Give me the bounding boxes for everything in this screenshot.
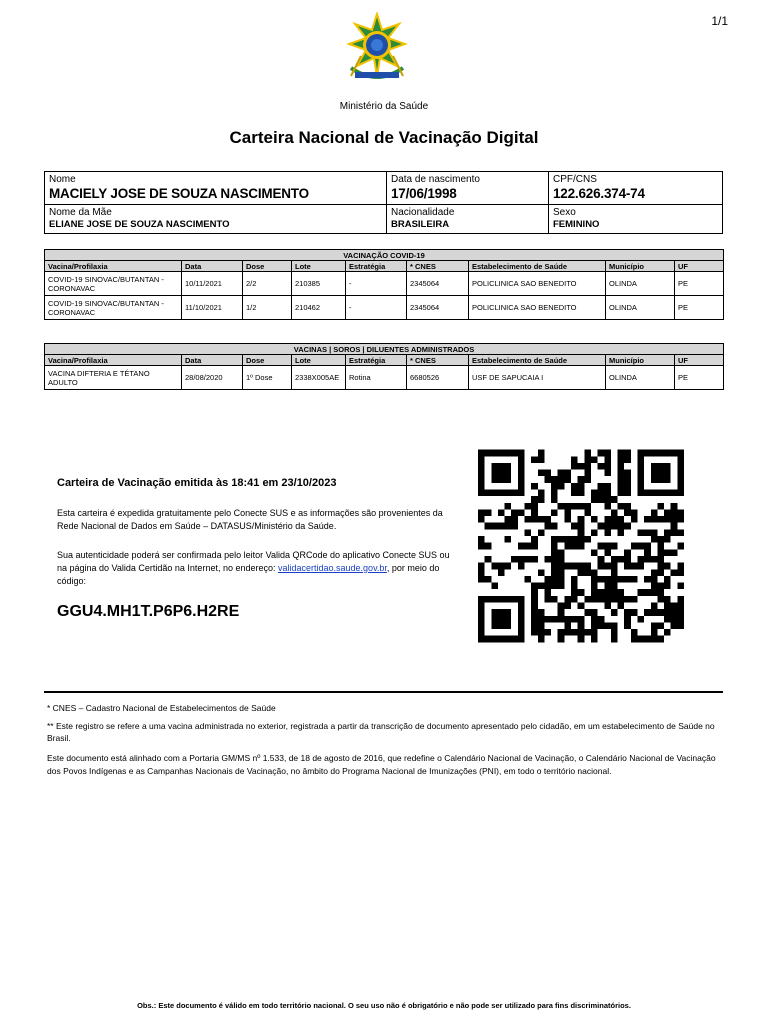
table-cell: - xyxy=(346,272,407,296)
table-cell: 2345064 xyxy=(407,272,469,296)
col-header: * CNES xyxy=(407,355,469,366)
ministry-label: Ministério da Saúde xyxy=(339,101,429,112)
table-cell: 210462 xyxy=(292,296,346,320)
table-cell: 11/10/2021 xyxy=(182,296,243,320)
authenticity-text-end: , por meio do código: xyxy=(57,563,440,586)
table-cell: 28/08/2020 xyxy=(182,366,243,390)
nationality-label: Nacionalidade xyxy=(391,207,455,218)
name-cell xyxy=(45,172,387,205)
page-number: 1/1 xyxy=(711,14,728,28)
table-row xyxy=(45,366,724,390)
col-header: Vacina/Profilaxia xyxy=(45,355,182,366)
observation-note: Obs.: Este documento é válido em todo território nacional. O seu uso não é obrigatório e não pode ser utilizado para fins discriminatórios. xyxy=(137,1001,631,1010)
covid-section-title: VACINAÇÃO COVID-19 xyxy=(45,250,724,261)
col-header: Lote xyxy=(292,355,346,366)
birth-cell xyxy=(387,172,549,205)
col-header: Município xyxy=(606,355,675,366)
authenticity-info xyxy=(57,549,457,588)
name-label: Nome xyxy=(49,174,76,185)
col-header: Estabelecimento de Saúde xyxy=(469,355,606,366)
col-header: Data xyxy=(182,355,243,366)
birth-value: 17/06/1998 xyxy=(391,186,457,201)
col-header: UF xyxy=(675,261,724,272)
col-header: Município xyxy=(606,261,675,272)
covid-vaccination-table xyxy=(44,249,724,320)
table-cell: 1/2 xyxy=(243,296,292,320)
table-row xyxy=(45,272,724,296)
table-cell: OLINDA xyxy=(606,272,675,296)
identity-table xyxy=(44,171,723,234)
other-section-title: VACINAS | SOROS | DILUENTES ADMINISTRADOS xyxy=(45,344,724,355)
table-cell: 2338X005AE xyxy=(292,366,346,390)
footnote-cnes: * CNES – Cadastro Nacional de Estabelecimentos de Saúde xyxy=(47,703,276,713)
mother-value: ELIANE JOSE DE SOUZA NASCIMENTO xyxy=(49,219,230,230)
table-cell: PE xyxy=(675,296,724,320)
cpf-cell xyxy=(549,172,723,205)
page-title: Carteira Nacional de Vacinação Digital xyxy=(229,128,539,147)
table-row xyxy=(45,296,724,320)
sex-cell xyxy=(549,205,723,234)
table-cell: USF DE SAPUCAIA I xyxy=(469,366,606,390)
table-cell: OLINDA xyxy=(606,366,675,390)
nationality-value: BRASILEIRA xyxy=(391,219,450,230)
table-cell: - xyxy=(346,296,407,320)
birth-label: Data de nascimento xyxy=(391,174,480,185)
table-cell: POLICLINICA SAO BENEDITO xyxy=(469,296,606,320)
col-header: Estratégia xyxy=(346,261,407,272)
validation-code: GGU4.MH1T.P6P6.H2RE xyxy=(57,603,240,620)
footnote-portaria: Este documento está alinhado com a Portaria GM/MS nº 1.533, de 18 de agosto de 2016, que redefine o Calendário Nacional de Vacinação, o Calendário Nacional de Vacinação dos Povos Indígenas e as Campanhas Nacionais de Vacinação, no âmbito do Programa Nacional de Imunizações (PNI), em todo o território nacional. xyxy=(47,753,716,776)
col-header: Data xyxy=(182,261,243,272)
table-cell: 2345064 xyxy=(407,296,469,320)
col-header: UF xyxy=(675,355,724,366)
col-header: Dose xyxy=(243,261,292,272)
table-cell: OLINDA xyxy=(606,296,675,320)
footnote-abroad: ** Este registro se refere a uma vacina administrada no exterior, registrada a partir da transcrição de documento apresentado pelo cidadão, em um estabelecimento de Saúde no Brasil. xyxy=(47,721,715,743)
issuance-info: Esta carteira é expedida gratuitamente pelo Conecte SUS e as informações são provenientes da Rede Nacional de Dados em Saúde – DATASUS/Ministério da Saúde. xyxy=(57,508,443,531)
table-cell: Rotina xyxy=(346,366,407,390)
nationality-cell xyxy=(387,205,549,234)
table-cell: POLICLINICA SAO BENEDITO xyxy=(469,272,606,296)
divider xyxy=(44,691,723,693)
cpf-value: 122.626.374-74 xyxy=(553,186,645,201)
table-cell: VACINA DIFTERIA E TÉTANO ADULTO xyxy=(45,366,182,390)
table-cell: 10/11/2021 xyxy=(182,272,243,296)
table-cell: PE xyxy=(675,366,724,390)
sex-value: FEMININO xyxy=(553,219,600,230)
table-cell: COVID-19 SINOVAC/BUTANTAN - CORONAVAC xyxy=(45,296,182,320)
validation-link[interactable]: validacertidao.saude.gov.br xyxy=(278,563,387,573)
col-header: Lote xyxy=(292,261,346,272)
col-header: * CNES xyxy=(407,261,469,272)
cpf-label: CPF/CNS xyxy=(553,174,597,185)
col-header: Vacina/Profilaxia xyxy=(45,261,182,272)
col-header: Dose xyxy=(243,355,292,366)
table-cell: 6680526 xyxy=(407,366,469,390)
other-vaccines-table xyxy=(44,343,724,390)
mother-label: Nome da Mãe xyxy=(49,207,112,218)
table-cell: 210385 xyxy=(292,272,346,296)
qr-code-icon[interactable] xyxy=(478,449,684,643)
table-cell: 1º Dose xyxy=(243,366,292,390)
table-cell: PE xyxy=(675,272,724,296)
brazil-coat-of-arms-icon xyxy=(341,12,413,88)
col-header: Estratégia xyxy=(346,355,407,366)
table-cell: COVID-19 SINOVAC/BUTANTAN - CORONAVAC xyxy=(45,272,182,296)
sex-label: Sexo xyxy=(553,207,576,218)
issuance-title: Carteira de Vacinação emitida às 18:41 em 23/10/2023 xyxy=(57,477,337,489)
table-cell: 2/2 xyxy=(243,272,292,296)
name-value: MACIELY JOSE DE SOUZA NASCIMENTO xyxy=(49,186,309,201)
col-header: Estabelecimento de Saúde xyxy=(469,261,606,272)
mother-cell xyxy=(45,205,387,234)
authenticity-text: Sua autenticidade poderá ser confirmada pelo leitor Valida QRCode do aplicativo Conecte SUS ou na página do Valida Certidão na Internet, no endereço: xyxy=(57,550,450,573)
